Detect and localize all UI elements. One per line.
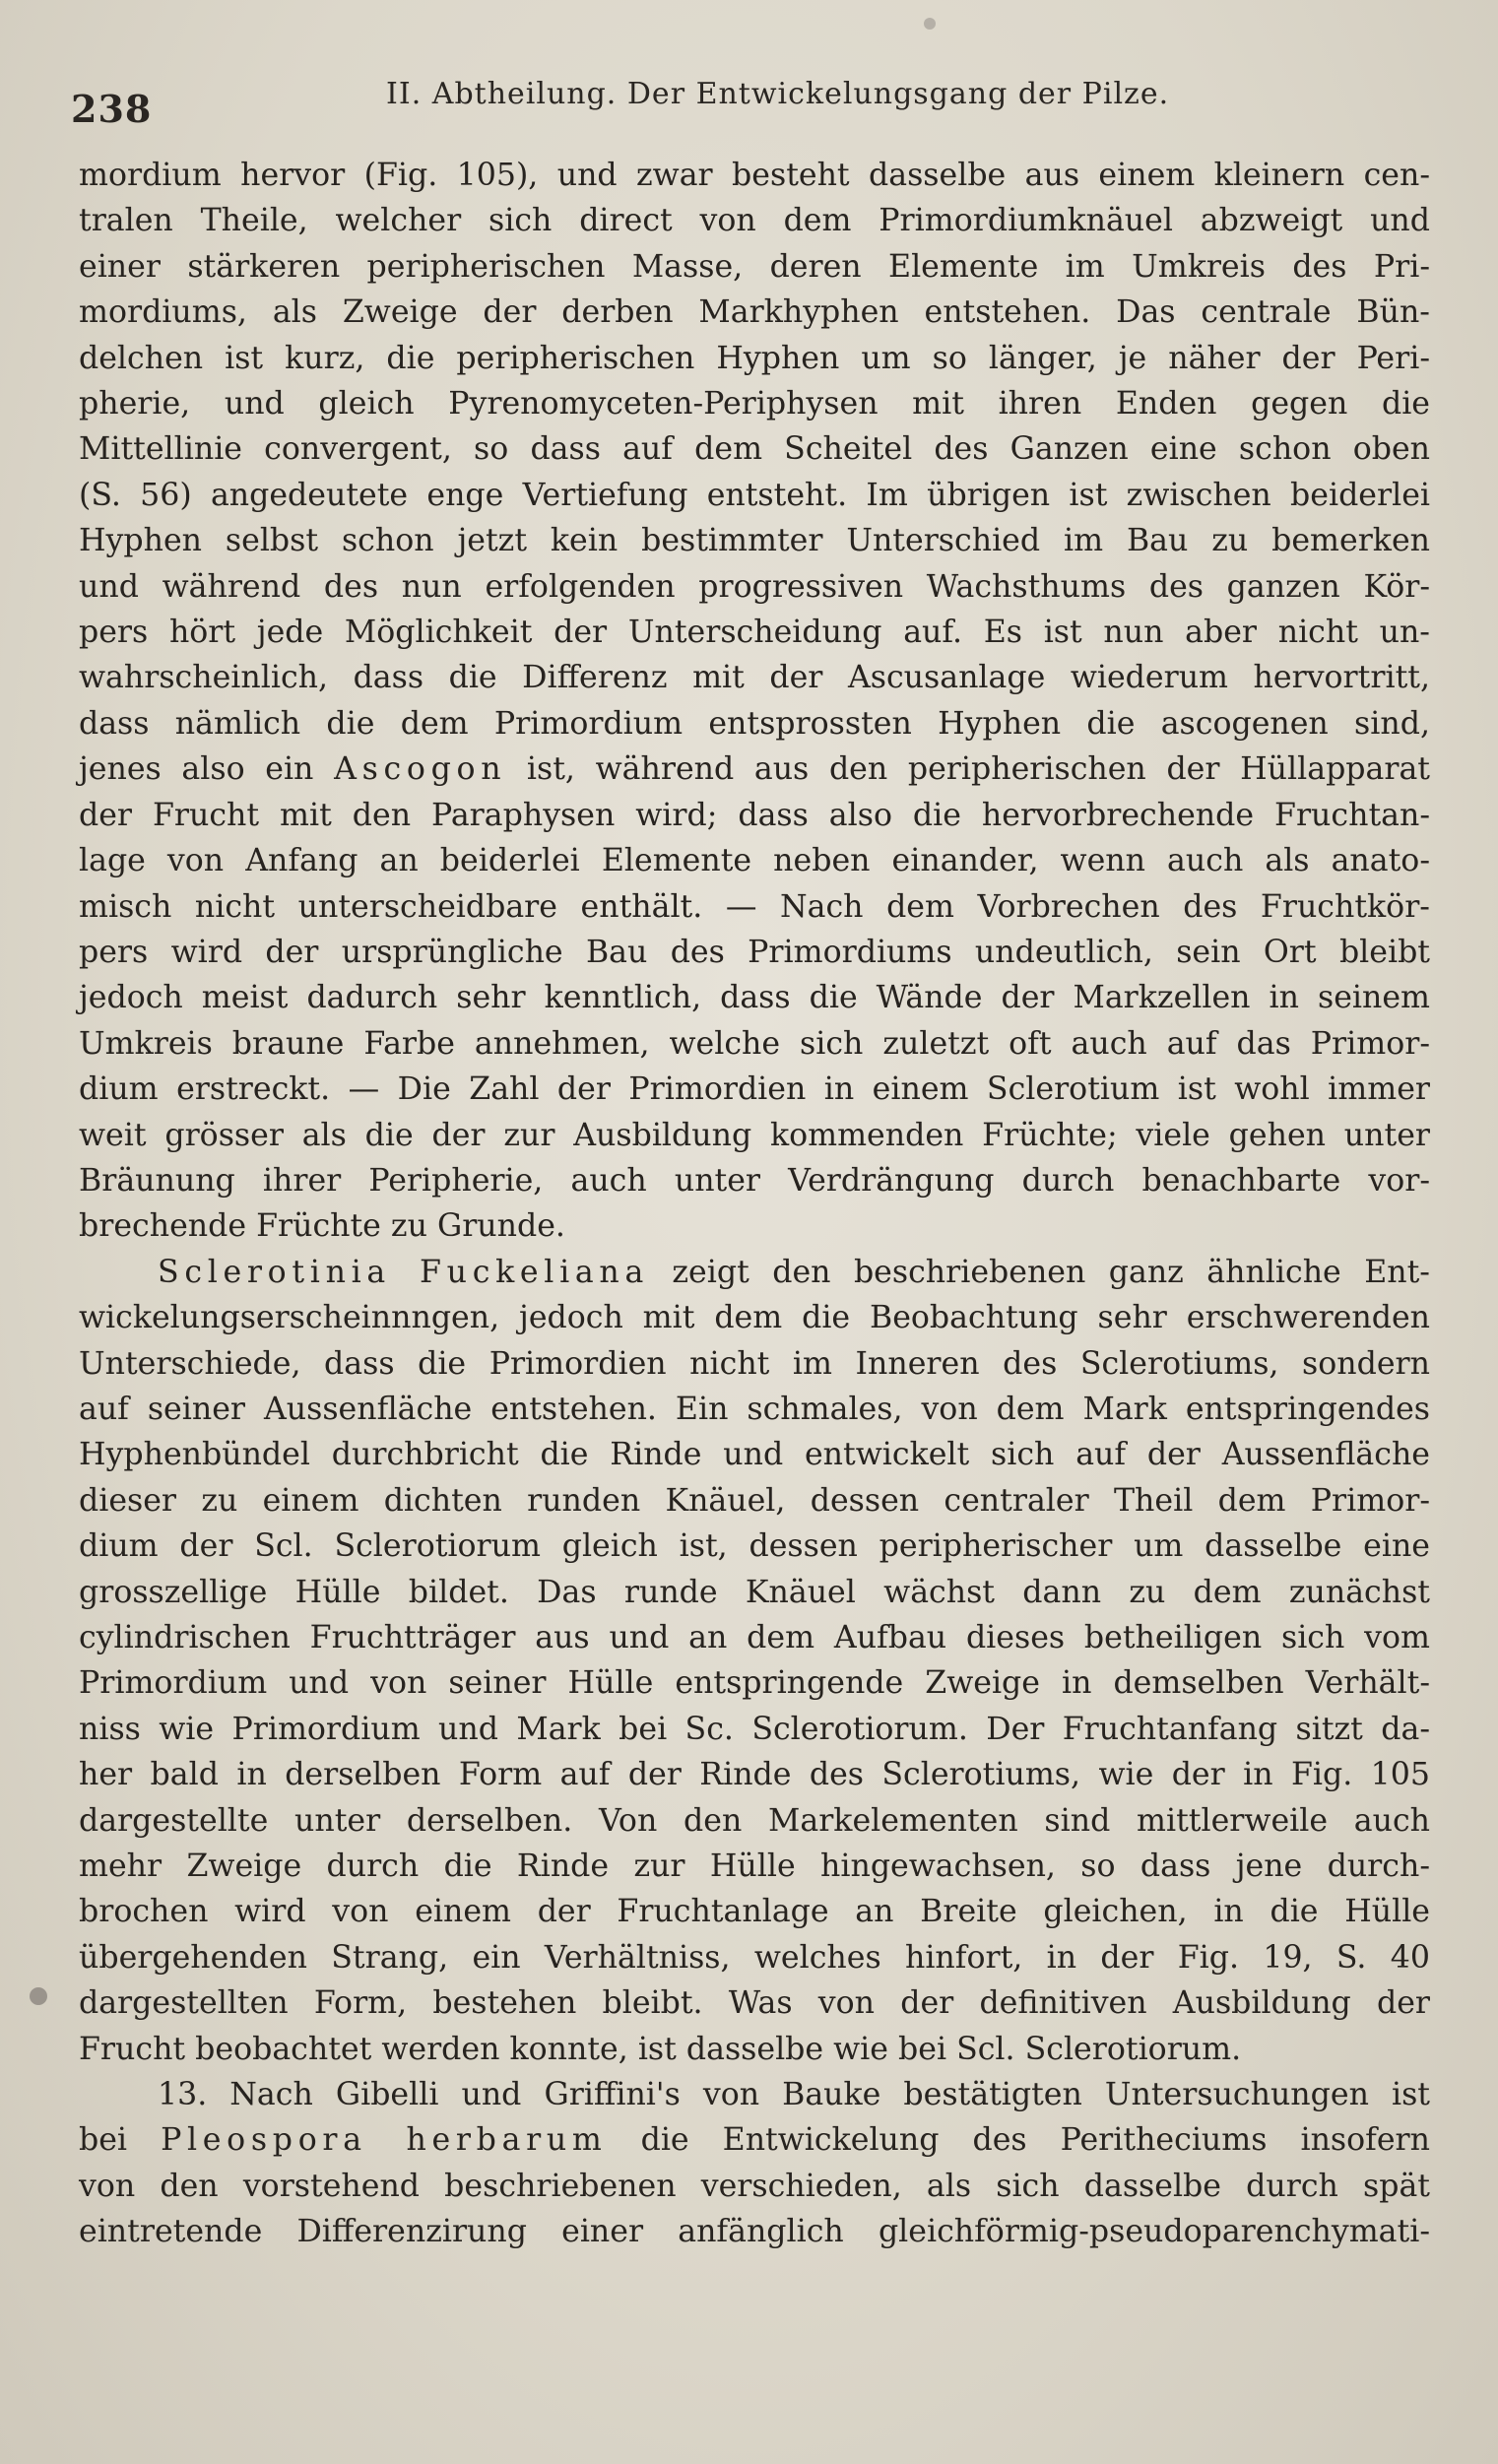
text-line: Umkreis braune Farbe annehmen, welche sich zuletzt oft auch auf das Primor-: [79, 1025, 1430, 1062]
text-line: grosszellige Hülle bildet. Das runde Knäuel wächst dann zu dem zunächst: [79, 1574, 1430, 1610]
text-line: pers hört jede Möglichkeit der Unterscheidung auf. Es ist nun aber nicht un-: [79, 615, 1430, 651]
text-line: niss wie Primordium und Mark bei Sc. Sclerotiorum. Der Fruchtanfang sitzt da-: [79, 1711, 1430, 1747]
text-line: dium der Scl. Sclerotiorum gleich ist, dessen peripherischer um dasselbe eine: [79, 1528, 1430, 1565]
text-line: Frucht beobachtet werden konnte, ist dasselbe wie bei Scl. Sclerotiorum.: [79, 2031, 1242, 2067]
ink-smudge: [30, 1987, 47, 2005]
emphasized-term: Sclerotinia Fuckeliana: [158, 1254, 649, 1290]
text-line: (S. 56) angedeutete enge Vertiefung entsteht. Im übrigen ist zwischen beiderlei: [79, 477, 1430, 513]
text-line: dieser zu einem dichten runden Knäuel, dessen centraler Theil dem Primor-: [79, 1482, 1430, 1519]
text-line: her bald in derselben Form auf der Rinde des Sclerotiums, wie der in Fig. 105: [79, 1757, 1430, 1793]
page-header: [71, 73, 1430, 132]
text-line: Hyphen selbst schon jetzt kein bestimmter Unterschied im Bau zu bemerken: [79, 523, 1430, 559]
text-line: jedoch meist dadurch sehr kenntlich, dass die Wände der Markzellen in seinem: [79, 980, 1430, 1016]
text-line: wahrscheinlich, dass die Differenz mit der Ascusanlage wiederum hervortritt,: [79, 660, 1430, 696]
text-line: der Frucht mit den Paraphysen wird; dass also die hervorbrechende Fruchtan-: [79, 797, 1430, 833]
emphasized-term: Pleospora herbarum: [161, 2122, 608, 2159]
running-head: II. Abtheilung. Der Entwickelungsgang der Pilze.: [386, 77, 1170, 111]
text-line: Primordium und von seiner Hülle entspringende Zweige in demselben Verhält-: [79, 1665, 1430, 1702]
text-line: von den vorstehend beschriebenen verschieden, als sich dasselbe durch spät: [79, 2168, 1430, 2204]
text-run: zeigt den beschriebenen ganz ähnliche Ent-: [648, 1254, 1430, 1290]
text-run: jenes also ein: [79, 751, 335, 788]
text-line: Unterschiede, dass die Primordien nicht im Inneren des Sclerotiums, sondern: [79, 1345, 1430, 1382]
text-line: delchen ist kurz, die peripherischen Hyphen um so länger, je näher der Peri-: [79, 340, 1430, 376]
text-line: pherie, und gleich Pyrenomyceten-Periphysen mit ihren Enden gegen die: [79, 386, 1430, 422]
text-line: auf seiner Aussenfläche entstehen. Ein schmales, von dem Mark entspringendes: [79, 1391, 1430, 1427]
text-line: Mittellinie convergent, so dass auf dem Scheitel des Ganzen eine schon oben: [79, 431, 1430, 468]
text-line: und während des nun erfolgenden progressiven Wachsthums des ganzen Kör-: [79, 568, 1430, 605]
text-line: weit grösser als die der zur Ausbildung kommenden Früchte; viele gehen unter: [79, 1117, 1430, 1153]
text-line: pers wird der ursprüngliche Bau des Primordiums undeutlich, sein Ort bleibt: [79, 934, 1430, 970]
text-line: dium erstreckt. — Die Zahl der Primordien in einem Sclerotium ist wohl immer: [79, 1071, 1430, 1108]
text-line: Hyphenbündel durchbricht die Rinde und entwickelt sich auf der Aussenfläche: [79, 1437, 1430, 1473]
body-text: [79, 153, 1430, 2255]
text-line: brechende Früchte zu Grunde.: [79, 1208, 565, 1245]
text-run: ist, während aus den peripherischen der Hüllapparat: [506, 751, 1430, 788]
text-line: eintretende Differenzirung einer anfänglich gleichförmig-pseudoparenchymati-: [79, 2214, 1430, 2250]
text-line: dass nämlich die dem Primordium entsprossten Hyphen die ascogenen sind,: [79, 705, 1430, 742]
paragraph-1: [79, 153, 1430, 1250]
text-line: einer stärkeren peripherischen Masse, deren Elemente im Umkreis des Pri-: [79, 248, 1430, 285]
text-line: tralen Theile, welcher sich direct von dem Primordiumknäuel abzweigt und: [79, 203, 1430, 239]
text-line: [79, 2117, 1430, 2163]
text-line: brochen wird von einem der Fruchtanlage an Breite gleichen, in die Hülle: [79, 1894, 1430, 1930]
text-run: bei: [79, 2122, 162, 2159]
emphasized-term: Ascogon: [334, 751, 507, 788]
text-line: Bräunung ihrer Peripherie, auch unter Verdrängung durch benachbarte vor-: [79, 1162, 1430, 1199]
text-line: wickelungserscheinnngen, jedoch mit dem die Beobachtung sehr erschwerenden: [79, 1300, 1430, 1336]
text-line: mehr Zweige durch die Rinde zur Hülle hingewachsen, so dass jene durch-: [79, 1848, 1430, 1885]
text-line: dargestellte unter derselben. Von den Markelementen sind mittlerweile auch: [79, 1802, 1430, 1839]
text-line: lage von Anfang an beiderlei Elemente neben einander, wenn auch als anato-: [79, 843, 1430, 879]
text-line: dargestellten Form, bestehen bleibt. Was von der definitiven Ausbildung der: [79, 1985, 1430, 2022]
text-line: übergehenden Strang, ein Verhältniss, welches hinfort, in der Fig. 19, S. 40: [79, 1939, 1430, 1976]
text-line: 13. Nach Gibelli und Griffini's von Bauke bestätigten Untersuchungen ist: [158, 2077, 1430, 2113]
ink-smudge: [924, 18, 936, 30]
page-number: 238: [71, 87, 153, 131]
text-run: die Entwickelung des Peritheciums insofern: [607, 2122, 1430, 2159]
text-line: [79, 1250, 1430, 1295]
text-line: mordiums, als Zweige der derben Markhyphen entstehen. Das centrale Bün-: [79, 294, 1430, 331]
paragraph-2: [79, 1250, 1430, 2072]
text-line: mordium hervor (Fig. 105), und zwar besteht dasselbe aus einem kleinern cen-: [79, 158, 1430, 193]
text-line: misch nicht unterscheidbare enthält. — Nach dem Vorbrechen des Fruchtkör-: [79, 888, 1430, 925]
text-line: [79, 746, 1430, 792]
paragraph-3: [79, 2072, 1430, 2255]
text-line: cylindrischen Fruchtträger aus und an dem Aufbau dieses betheiligen sich vom: [79, 1620, 1430, 1655]
